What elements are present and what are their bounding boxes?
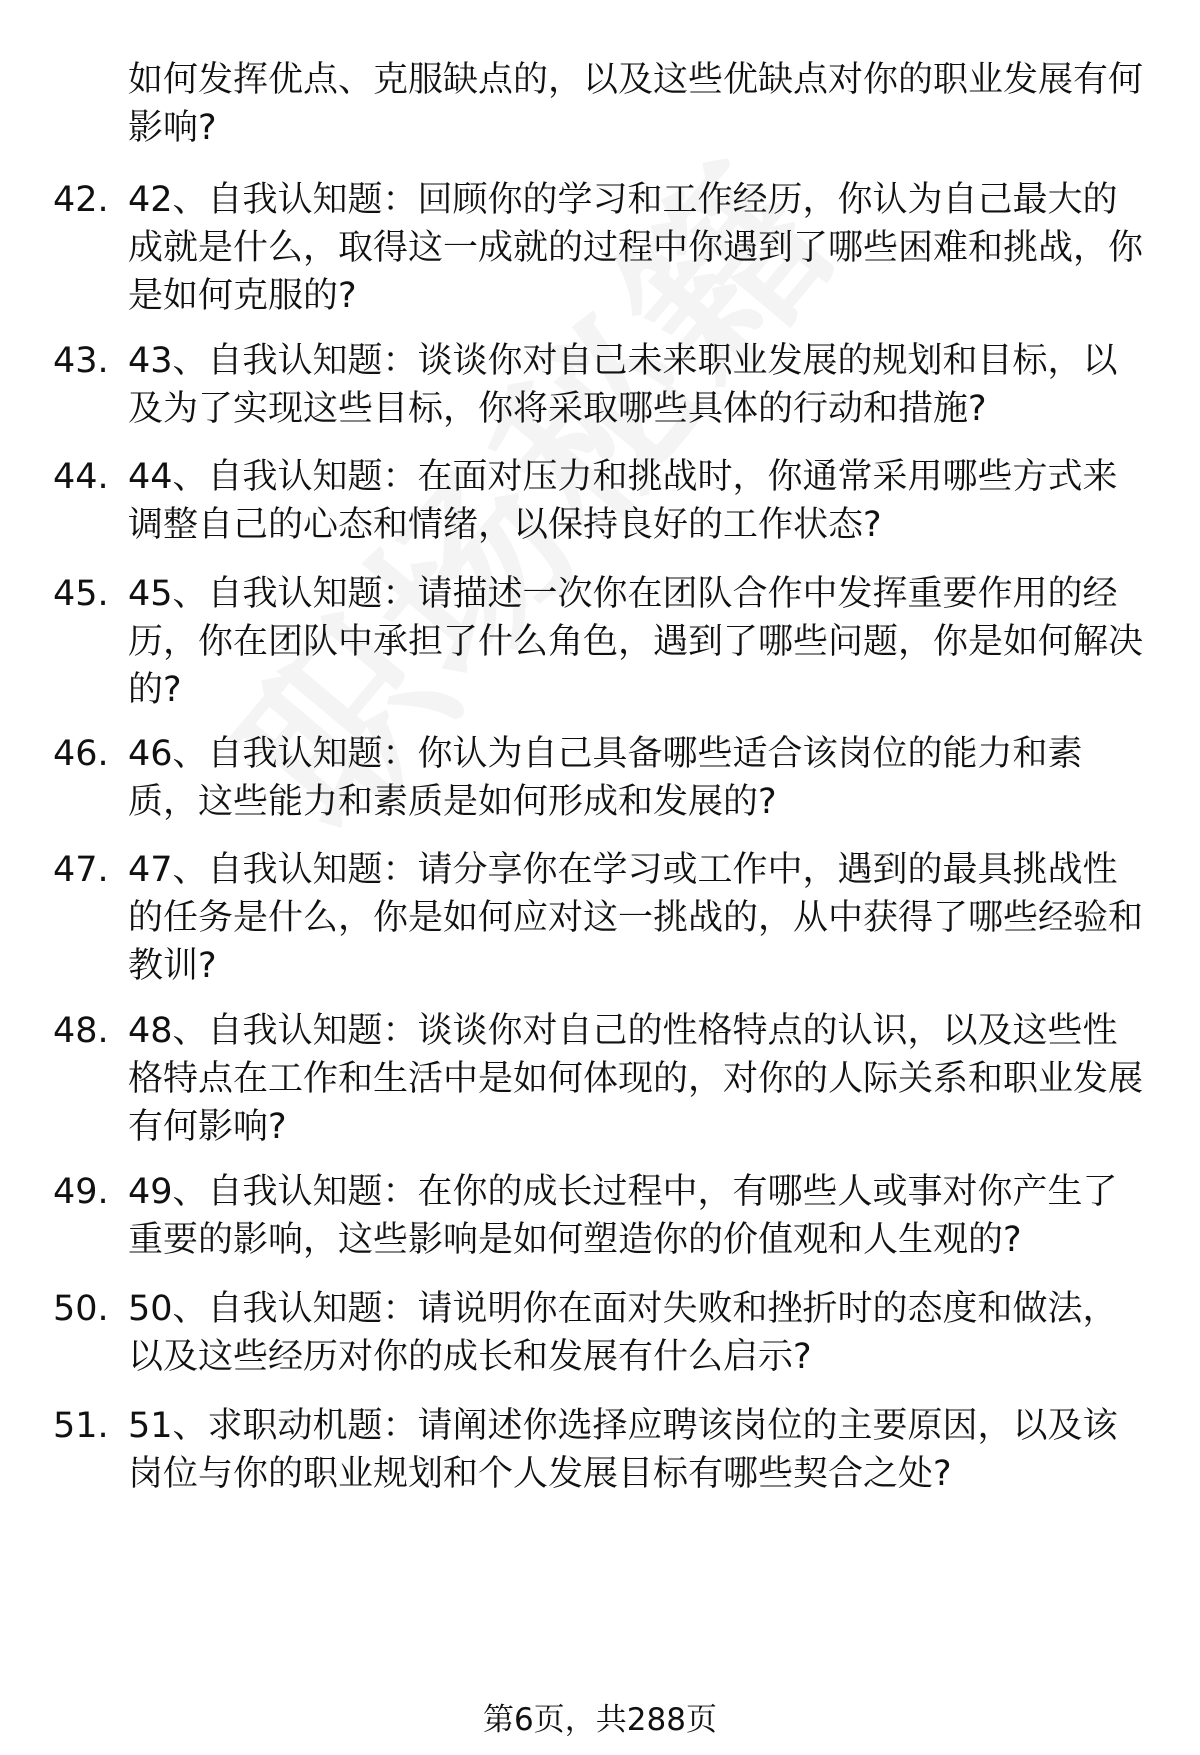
question-number: 44. (53, 457, 109, 497)
question-text: 42、自我认知题：回顾你的学习和工作经历，你认为自己最大的成就是什么，取得这一成就的过程中你遇到了哪些困难和挑战，你是如何克服的? (128, 180, 1144, 316)
question-number: 46. (53, 734, 109, 774)
question-number: 48. (53, 1011, 109, 1051)
question-number: 43. (53, 341, 109, 381)
question-text: 51、求职动机题：请阐述你选择应聘该岗位的主要原因，以及该岗位与你的职业规划和个人发展目标有哪些契合之处? (128, 1406, 1118, 1494)
continuation-text: 如何发挥优点、克服缺点的，以及这些优缺点对你的职业发展有何影响? (128, 60, 1144, 148)
question-text: 46、自我认知题：你认为自己具备哪些适合该岗位的能力和素质，这些能力和素质是如何形成和发展的? (128, 734, 1083, 822)
question-text: 45、自我认知题：请描述一次你在团队合作中发挥重要作用的经历，你在团队中承担了什么角色，遇到了哪些问题，你是如何解决的? (128, 574, 1144, 710)
question-number: 42. (53, 180, 109, 220)
page-footer: 第6页，共288页 (483, 1702, 717, 1738)
question-text: 47、自我认知题：请分享你在学习或工作中，遇到的最具挑战性的任务是什么，你是如何应对这一挑战的，从中获得了哪些经验和教训? (128, 850, 1144, 986)
question-text: 44、自我认知题：在面对压力和挑战时，你通常采用哪些方式来调整自己的心态和情绪，以保持良好的工作状态? (128, 457, 1118, 545)
question-text: 49、自我认知题：在你的成长过程中，有哪些人或事对你产生了重要的影响，这些影响是如何塑造你的价值观和人生观的? (128, 1172, 1118, 1260)
question-number: 49. (53, 1172, 109, 1212)
question-text: 48、自我认知题：谈谈你对自己的性格特点的认识，以及这些性格特点在工作和生活中是如何体现的，对你的人际关系和职业发展有何影响? (128, 1011, 1144, 1147)
question-text: 43、自我认知题：谈谈你对自己未来职业发展的规划和目标，以及为了实现这些目标，你将采取哪些具体的行动和措施? (128, 341, 1118, 429)
question-number: 47. (53, 850, 109, 890)
question-number: 51. (53, 1406, 109, 1446)
question-text: 50、自我认知题：请说明你在面对失败和挫折时的态度和做法，以及这些经历对你的成长和发展有什么启示? (128, 1289, 1118, 1377)
question-number: 45. (53, 574, 109, 614)
question-number: 50. (53, 1289, 109, 1329)
